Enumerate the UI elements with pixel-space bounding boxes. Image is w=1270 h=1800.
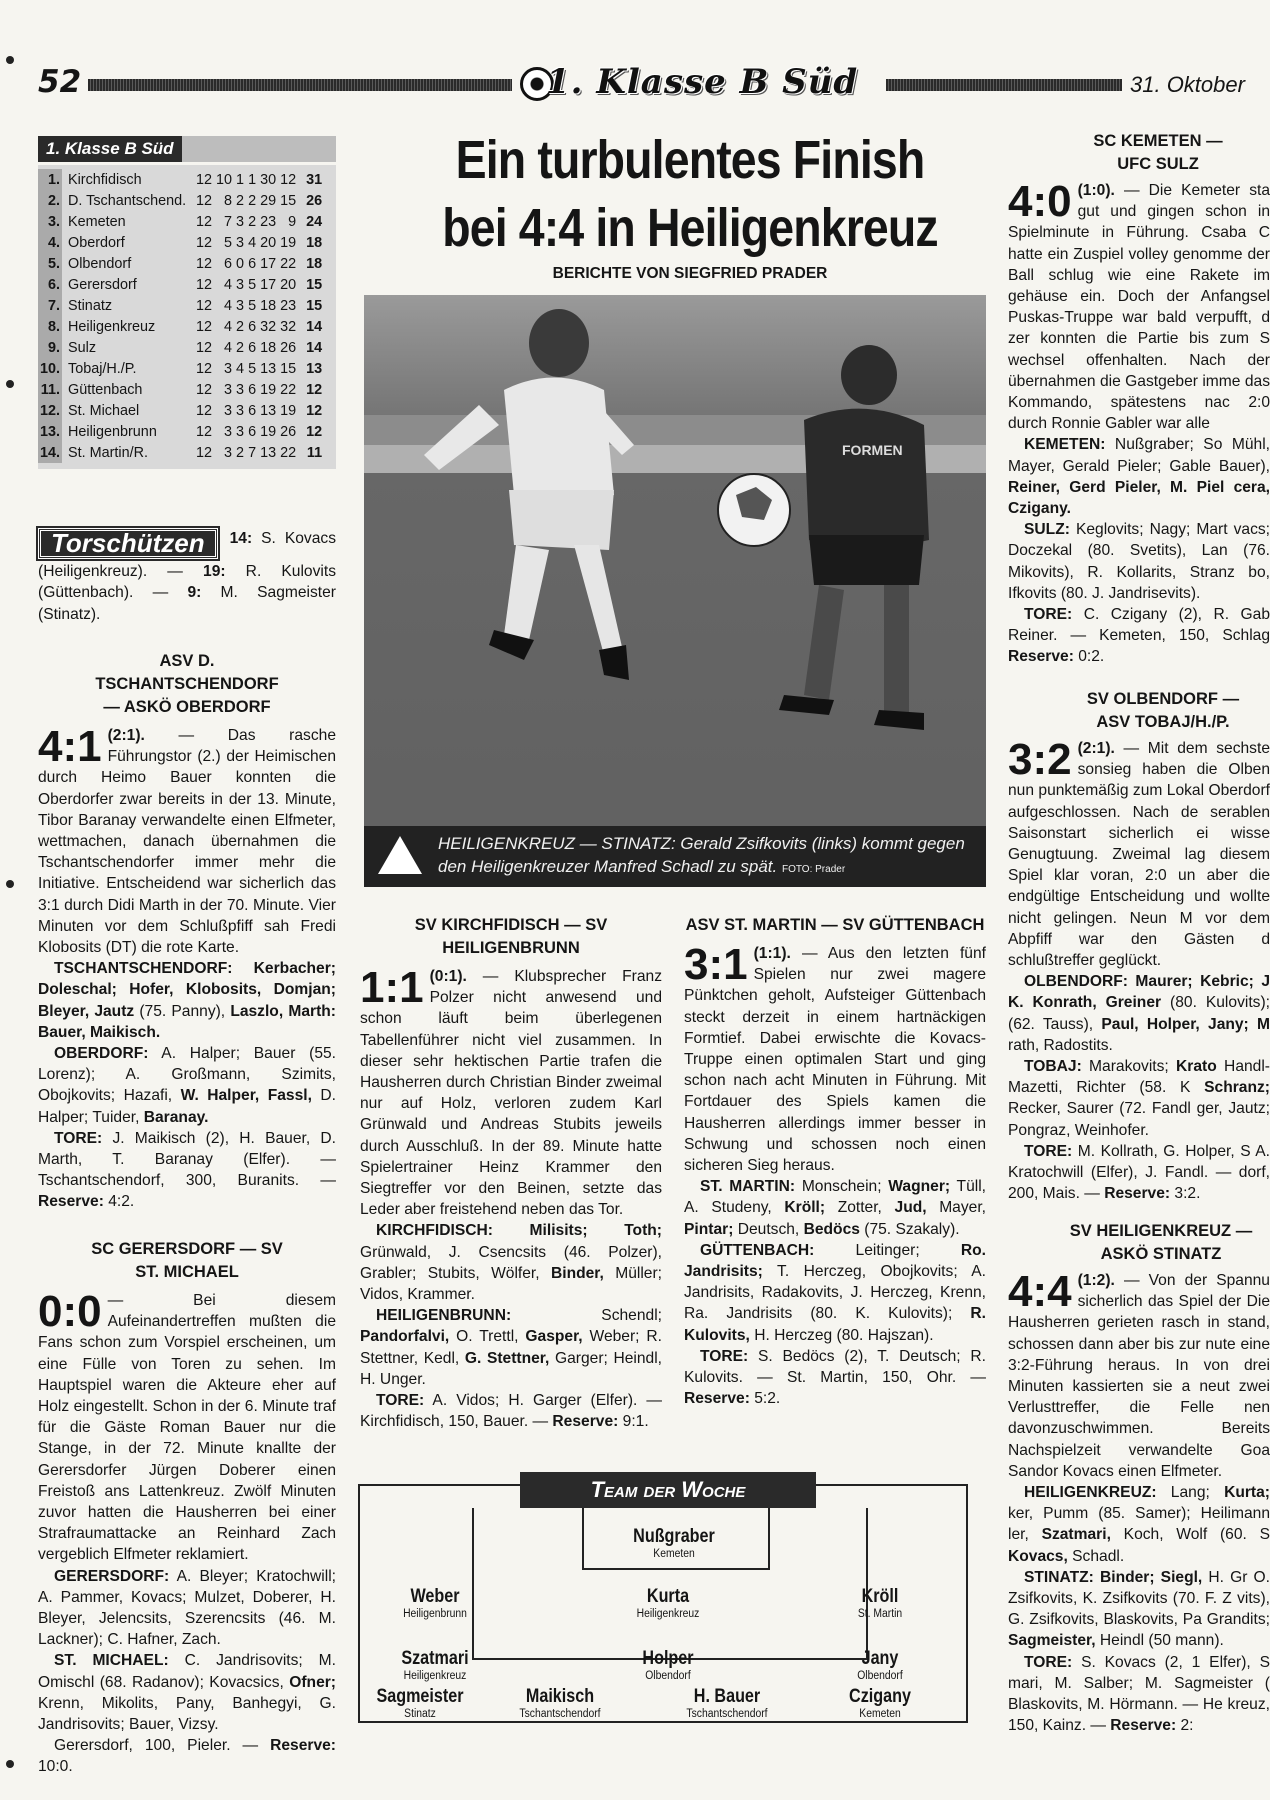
standings-cell-l: 6 [248,318,257,335]
match-title: SV HEILIGENKREUZ — ASKÖ STINATZ [1069,1222,1253,1263]
standings-cell-w: 4 [224,339,233,356]
standings-cell-g: 12 [196,297,213,314]
match-score: 4:4 [1008,1267,1072,1316]
match-score: 3:1 [684,940,748,989]
standings-cell-pos: 10. [38,358,62,379]
player-name: Jany [861,1648,899,1669]
standings-cell-pts: 12 [306,423,323,440]
standings-cell-l: 2 [248,213,257,230]
standings-cell-ga: 20 [280,276,297,293]
standings-header [38,136,336,162]
player-club: Olbendorf [645,1670,691,1682]
standings-cell-g: 12 [196,192,213,209]
standings-cell-gf: 17 [260,255,277,272]
player-name: Sagmeister [376,1686,464,1707]
standings-cell-d: 3 [236,297,245,314]
header-rule-right [886,79,1122,91]
standings-cell-g: 12 [196,171,213,188]
standings-cell-team: Sulz [68,339,97,356]
standings-cell-team: Güttenbach [68,381,143,398]
standings-cell-l: 2 [248,192,257,209]
standings-cell-pos: 13. [38,421,62,442]
standings-row [38,358,324,379]
headline: Ein turbulentes Finish bei 4:4 in Heiligenkreuz [442,130,938,258]
standings-cell-pts: 31 [306,171,323,188]
standings-cell-pos: 11. [38,379,62,400]
standings-cell-g: 12 [196,360,213,377]
match-report-gerersdorf: SC GERERSDORF — SV ST. MICHAEL 0:0 — Bei diesem Aufeinandertreffen mußten die Fans schon zum Vorspiel erscheinen, um eine Fülle von Toren zu sehen. Im Hauptspiel waren die Akteure eher auf Holz eingestellt. Schon in der 6. Minute traf für die Gäste Roman Bauer nur die Stange, in der 72. Minute knallte der Gerersdorfer Jürgen Doberer einen Freistoß ans Lattenkreuz. Zwölf Minuten zuvor hatten die Hausherren bei einer Strafraumattacke an Reinhard Zach vergeblich Elfmeter reklamiert. GERERSDORF: A. Bleyer; Kratochwill; A. Pammer, Kovacs; Mulzet, Doberer, H. Bleyer, Jelencsits, Szerencsits (46. M. Lackner); C. Hafner, Zach. ST. MICHAEL: C. Jandrisovits; M. Omischl (68. Radanov); Kovacsics, Ofner; Krenn, Mikolits, Pany, Banhegyi, G. Jandrisovits; Bauer, Vizsy. Gerersdorf, 100, Pieler. — Reserve: 10:0. [38,1240,336,1776]
photo-credit: FOTO: Prader [781,864,846,875]
player-name: H. Bauer [693,1686,761,1707]
standings-cell-ga: 15 [280,360,297,377]
standings-cell-pts: 11 [306,444,323,461]
standings-cell-gf: 17 [260,276,277,293]
standings-cell-g: 12 [196,381,213,398]
standings-cell-g: 12 [196,423,213,440]
match-report-olbendorf: SV OLBENDORF — ASV TOBAJ/H./P. 3:2 (2:1). — Mit dem sechste sonsieg haben die Olben nun punktemäßig zum Lokal Oberdorf aufgeschlossen. Nach de serablen Saisonstart sicherlich ei wisse Genugtuung. Zweimal lag diesem Spiel klar voran, 2:0 un aber die endgültige Entscheidung und wollte nicht gelingen. Neun M vor dem Abpfiff war den Gästen d schlußtreffer geglückt. OLBENDORF: Maurer; Kebric; J K. Konrath, Greiner (80. Kulovits); (62. Tauss), Paul, Holper, Jany; M rath, Radostits. TOBAJ: Marakovits; Krato Handl-Mazetti, Richter (58. K Schranz; Recker, Saurer (72. Fandl ger, Jautz; Pongraz, Weinhofer. TORE: M. Kollrath, G. Holper, S A. Kratochwill (Elfer), J. Fandl. — dorf, 200, Mais. — Reserve: 3:2. [1008,690,1270,1203]
standings-cell-ga: 26 [280,339,297,356]
team-of-week-player [550,1586,786,1620]
standings-cell-ga: 22 [280,444,297,461]
match-score: 3:2 [1008,735,1072,784]
standings-cell-ga: 19 [280,234,297,251]
player-club: Heiligenkreuz [636,1608,700,1620]
standings-cell-pts: 18 [306,234,323,251]
player-name: Nußgraber [633,1526,715,1547]
standings-cell-pts: 13 [306,360,323,377]
standings-cell-gf: 30 [260,171,277,188]
standings-cell-l: 6 [248,423,257,440]
standings-cell-pts: 24 [306,213,323,230]
standings-cell-g: 12 [196,213,213,230]
margin-mark [6,380,14,388]
player-name: Kröll [861,1586,899,1607]
standings-row [38,253,324,274]
standings-cell-pts: 18 [306,255,323,272]
standings-cell-pts: 26 [306,192,323,209]
standings-cell-d: 3 [236,213,245,230]
standings-row [38,400,324,421]
standings-cell-w: 4 [224,276,233,293]
match-report-st-martin: ASV ST. MARTIN — SV GÜTTENBACH 3:1 (1:1). — Aus den letzten fünf Spielen nur zwei magere Pünktchen geholt, Aufsteiger Güttenbach steckt derzeit in einem hartnäckigen Formtief. Dabei erwischte die Kovacs-Truppe einen optimalen Start und ging schon nach acht Minuten in Führung. Mit Fortdauer des Spiels kamen die Hausherren allerdings immer besser in Schwung und schossen noch einen sicheren Sieg heraus. ST. MARTIN: Monschein; Wagner; Tüll, A. Studeny, Kröll; Zotter, Jud, Mayer, Pintar; Deutsch, Bedöcs (75. Szakaly). GÜTTENBACH: Leitinger; Ro. Jandrisits; T. Herczeg, Obojkovits; A. Jandrisits, Radakovits, J. Herczeg, Krenn, Ra. Jandrisits (80. K. Kulovits); R. Kulovits, H. Herczeg (80. Hajszan). TORE: S. Bedöcs (2), T. Deutsch; R. Kulovits. — St. Martin, 150, Ohr. — Reserve: 5:2. [684,916,986,1408]
issue-date: 31. Oktober [1130,72,1245,97]
team-of-week-player [360,1586,510,1620]
match-title: SC KEMETEN — UFC SULZ [1093,132,1223,173]
standings-cell-pos: 7. [38,295,62,316]
standings-cell-pos: 8. [38,316,62,337]
standings-cell-team: Heiligenkreuz [68,318,156,335]
standings-cell-d: 0 [236,255,245,272]
standings-cell-pos: 14. [38,442,62,463]
standings-cell-team: Stinatz [68,297,113,314]
page-number: 52 [38,64,82,100]
player-club: Stinatz [404,1708,436,1720]
standings-cell-w: 4 [224,318,233,335]
player-club: St. Martin [857,1608,903,1620]
standings-cell-w: 5 [224,234,233,251]
standings-cell-g: 12 [196,234,213,251]
team-of-week-player [360,1648,510,1682]
standings-cell-ga: 19 [280,402,297,419]
standings-cell-pos: 4. [38,232,62,253]
standings-cell-g: 12 [196,402,213,419]
standings-cell-l: 5 [248,276,257,293]
player-name: Kurta [646,1586,690,1607]
section-title: 1. Klasse B Süd [546,62,859,102]
margin-mark [6,56,14,64]
triangle-icon [378,836,422,874]
team-of-week-player [550,1648,786,1682]
match-report-kemeten: SC KEMETEN — UFC SULZ 4:0 (1:0). — Die Kemeter sta gut und gingen schon in Spielminute in Führung. Csaba C hatte ein Zuspiel volley genomme der Ball schlug wie eine Rakete im gehäuse ein. Doch der Anfangsel Puskas-Truppe war bald verpufft, d zer konnten die Partie bis zum S wechsel offenhalten. Nach der übernahmen die Gastgeber imme das Kommando, spätestens nac 2:0 durch Ronnie Gabler war alle KEMETEN: Nußgraber; So Mühl, Mayer, Gerald Pieler; Gable Bauer), Reiner, Gerd Pieler, M. Piel cera, Czigany. SULZ: Keglovits; Nagy; Mart vacs; Doczekal (80. Svetits), Lan (76. Mikovits), R. Kollarits, Stranz bo, Ifkovits (80. J. Jandrisevits). TORE: C. Czigany (2), R. Gab Reiner. — Kemeten, 150, Schlag Reserve: 0:2. [1008,132,1270,666]
standings-cell-ga: 22 [280,255,297,272]
player-club: Kemeten [859,1708,901,1720]
margin-mark [6,880,14,888]
standings-cell-g: 12 [196,444,213,461]
standings-cell-w: 6 [224,255,233,272]
photo-caption: HEILIGENKREUZ — STINATZ: Gerald Zsifkovits (links) kommt gegen den Heiligenkreuzer Manfred Schadl zu spät. FOTO: Prader [438,834,965,876]
standings-row [38,190,324,211]
match-score: 4:1 [38,722,102,771]
standings-cell-d: 2 [236,444,245,461]
standings-cell-pts: 15 [306,297,323,314]
standings-cell-gf: 13 [260,402,277,419]
standings-cell-ga: 26 [280,423,297,440]
match-title: ASV ST. MARTIN — SV GÜTTENBACH [685,916,985,934]
match-report-tschantschendorf: ASV D. TSCHANTSCHENDORF — ASKÖ OBERDORF 4:1 (2:1). — Das rasche Führungstor (2.) der Heimischen durch Heimo Bauer konnten die Oberdorfer zwar bereits in der 13. Minute, Tibor Baranay verwandelte einen Elfmeter, wettmachen, danach übernahmen die Tschantschendorfer immer mehr die Initiative. Entscheidend war sicherlich das 3:1 durch Didi Marth in der 70. Minute. Vier Minuten vor dem Schlußpfiff sah Fredi Klobosits (DT) die rote Karte. TSCHANTSCHENDORF: Kerbacher; Doleschal; Hofer, Klobosits, Domjan; Bleyer, Jautz (75. Panny), Laszlo, Marth: Bauer, Maikisch. OBERDORF: A. Halper; Bauer (55. Lorenz); A. Großmann, Szimits, Obojkovits; Hazafi, W. Halper, Fassl, D. Halper; Tuider, Baranay. TORE: J. Maikisch (2), H. Bauer, D. Marth, T. Baranay (Elfer). — Tschantschendorf, 300, Buranits. — Reserve: 4:2. [38,652,336,1211]
standings-cell-d: 2 [236,339,245,356]
standings-cell-team: D. Tschantschend. [68,192,187,209]
photo-caption-bar [364,826,986,887]
standings-cell-gf: 20 [260,234,277,251]
team-of-week-player [360,1686,480,1720]
scorers-label: Torschützen [38,528,218,559]
standings-cell-gf: 19 [260,381,277,398]
standings-cell-pos: 3. [38,211,62,232]
standings-cell-team: Kemeten [68,213,126,230]
team-of-the-week [358,1477,968,1723]
standings-cell-d: 3 [236,276,245,293]
standings-cell-team: Tobaj/H./P. [68,360,137,377]
standings-table [38,165,336,469]
standings-cell-w: 3 [224,360,233,377]
player-club: Kemeten [653,1548,695,1560]
match-report-kirchfidisch: SV KIRCHFIDISCH — SV HEILIGENBRUNN 1:1 (0:1). — Klubsprecher Franz Polzer nicht anwesend und schon läuft beim überlegenen Tabellenführer nicht viel zusammen. In dieser sehr hektischen Partie trafen die Hausherren durch Christian Binder zweimal nur auf Holz, verloren zudem Karl Grünwald und Andreas Stubits jeweils durch Ausschluß. In der 89. Minute hatte Spielertrainer Heinz Krammer den Siegtreffer vor den Beinen, setzte das Leder aber freistehend neben das Tor. KIRCHFIDISCH: Milisits; Toth; Grünwald, J. Csencsits (46. Polzer), Grabler; Stubits, Wölfer, Binder, Müller; Vidos, Krammer. HEILIGENBRUNN: Schendl; Pandorfalvi, O. Trettl, Gasper, Weber; R. Stettner, Kedl, G. Stettner, Garger; Heindl, H. Unger. TORE: A. Vidos; H. Garger (Elfer). — Kirchfidisch, 150, Bauer. — Reserve: 9:1. [360,916,663,1431]
standings-row [38,337,324,358]
match-report-heiligenkreuz: SV HEILIGENKREUZ — ASKÖ STINATZ 4:4 (1:2). — Von der Spannu sicherlich das Spiel der Die Hausherren gerieten rasch in stand, schossen dann aber bis zur nute eine 3:2-Führung heraus. In von drei Minuten kassierten sie a neut zwei Verlusttreffer, die Felle nen davonzuschwimmen. Bereits Nachspielzeit verwandelte Goa Sandor Kovacs einen Elfmeter. HEILIGENKREUZ: Lang; Kurta; ker, Pumm (85. Samer); Heilimann ler, Szatmari, Koch, Wolf (60. S Kovacs, Schadl. STINATZ: Binder; Siegl, H. Gr O. Zsifkovits, K. Zsifkovits (70. F. Z vits), G. Zsifkovits, Blaskovits, Pa Grandits; Sagmeister, Heindl (50 mann). TORE: S. Kovacs (2, 1 Elfer), S mari, M. Salber; M. Sagmeister ( Blaskovits, M. Hörmann. — He kreuz, 150, Kainz. — Reserve: 2: [1008,1222,1270,1735]
standings-cell-pts: 14 [306,318,323,335]
standings-cell-team: Gerersdorf [68,276,137,293]
standings-cell-g: 12 [196,318,213,335]
standings-cell-team: Kirchfidisch [68,171,142,188]
team-of-week-player [582,1526,766,1560]
standings-cell-l: 6 [248,381,257,398]
player-name: Maikisch [525,1686,595,1707]
standings-cell-w: 3 [224,423,233,440]
standings-cell-pos: 12. [38,400,62,421]
standings-cell-gf: 13 [260,360,277,377]
team-of-week-player [800,1686,960,1720]
team-of-week-player [480,1686,640,1720]
standings-cell-gf: 19 [260,423,277,440]
standings-cell-g: 12 [196,339,213,356]
standings-cell-d: 2 [236,318,245,335]
standings-cell-pts: 12 [306,402,323,419]
standings-cell-team: St. Michael [68,402,140,419]
standings-cell-d: 3 [236,381,245,398]
standings-cell-w: 3 [224,402,233,419]
standings-row [38,211,324,232]
standings-row [38,295,324,316]
standings-row [38,316,324,337]
standings-cell-pos: 5. [38,253,62,274]
match-photo-image [364,295,986,887]
standings-cell-w: 3 [224,444,233,461]
standings-cell-g: 12 [196,276,213,293]
byline: BERICHTE VON SIEGFRIED PRADER [552,265,828,282]
standings-cell-team: Heiligenbrunn [68,423,157,440]
standings-cell-team: Oberdorf [68,234,125,251]
standings-cell-d: 3 [236,234,245,251]
player-name: Weber [410,1586,460,1607]
standings-cell-ga: 9 [288,213,297,230]
match-score: 4:0 [1008,177,1072,226]
team-of-week-title: Team der Woche [520,1472,816,1508]
standings-row [38,379,324,400]
player-club: Tschantschendorf [519,1708,601,1720]
standings-cell-g: 12 [196,255,213,272]
standings-cell-w: 10 [216,171,233,188]
match-score: 0:0 [38,1287,102,1336]
standings-cell-l: 1 [248,171,257,188]
standings-cell-d: 4 [236,360,245,377]
standings-cell-l: 6 [248,339,257,356]
standings-cell-l: 5 [248,360,257,377]
standings-cell-ga: 15 [280,192,297,209]
standings-cell-w: 7 [224,213,233,230]
standings-cell-l: 6 [248,402,257,419]
match-title: ASV D. TSCHANTSCHENDORF — ASKÖ OBERDORF [95,652,279,716]
shirt-sponsor-text: FORMEN [842,442,903,458]
standings-cell-ga: 32 [280,318,297,335]
match-photo [364,295,986,887]
standings-cell-pos: 2. [38,190,62,211]
standings-cell-w: 4 [224,297,233,314]
scorers-block: Torschützen 14: S. Kovacs (Heiligenkreuz). — 19: R. Kulovits (Güttenbach). — 9: M. Sagmeister (Stinatz). [38,528,336,623]
player-name: Szatmari [401,1648,469,1669]
standings-cell-gf: 23 [260,213,277,230]
standings-cell-pts: 15 [306,276,323,293]
standings-cell-pts: 12 [306,381,323,398]
standings-cell-pos: 9. [38,337,62,358]
match-title: SC GERERSDORF — SV ST. MICHAEL [91,1240,283,1281]
standings-cell-gf: 32 [260,318,277,335]
standings-cell-l: 7 [248,444,257,461]
standings-row [38,421,324,442]
standings-cell-gf: 29 [260,192,277,209]
standings-cell-gf: 13 [260,444,277,461]
player-club: Heiligenkreuz [403,1670,467,1682]
standings-row [38,169,324,190]
margin-mark [6,1760,14,1768]
standings-cell-gf: 18 [260,297,277,314]
standings-cell-d: 3 [236,423,245,440]
player-name: Czigany [849,1686,911,1707]
standings-cell-l: 5 [248,297,257,314]
player-name: Holper [642,1648,694,1669]
standings-cell-l: 6 [248,255,257,272]
player-club: Olbendorf [857,1670,903,1682]
right-column [1008,130,1270,1800]
standings-row [38,442,324,463]
standings-cell-pos: 6. [38,274,62,295]
standings-cell-gf: 18 [260,339,277,356]
standings-cell-pts: 14 [306,339,323,356]
team-of-week-player [642,1686,812,1720]
standings-cell-pos: 1. [38,169,62,190]
match-title: SV OLBENDORF — ASV TOBAJ/H./P. [1086,690,1240,731]
standings-cell-d: 1 [236,171,245,188]
standings-row [38,232,324,253]
standings-cell-l: 4 [248,234,257,251]
standings-cell-team: Olbendorf [68,255,132,272]
header-rule-left [88,79,512,91]
standings-cell-d: 3 [236,402,245,419]
standings-title: 1. Klasse B Süd [38,136,182,162]
standings-cell-d: 2 [236,192,245,209]
standings-cell-w: 3 [224,381,233,398]
standings-cell-w: 8 [224,192,233,209]
standings-row [38,274,324,295]
team-of-week-player [800,1648,960,1682]
player-club: Tschantschendorf [686,1708,768,1720]
match-score: 1:1 [360,963,424,1012]
team-of-week-player [800,1586,960,1620]
standings-cell-ga: 23 [280,297,297,314]
match-title: SV KIRCHFIDISCH — SV HEILIGENBRUNN [414,916,608,957]
standings-cell-ga: 22 [280,381,297,398]
player-club: Heiligenbrunn [403,1608,467,1620]
standings-cell-ga: 12 [280,171,297,188]
standings-cell-team: St. Martin/R. [68,444,148,461]
